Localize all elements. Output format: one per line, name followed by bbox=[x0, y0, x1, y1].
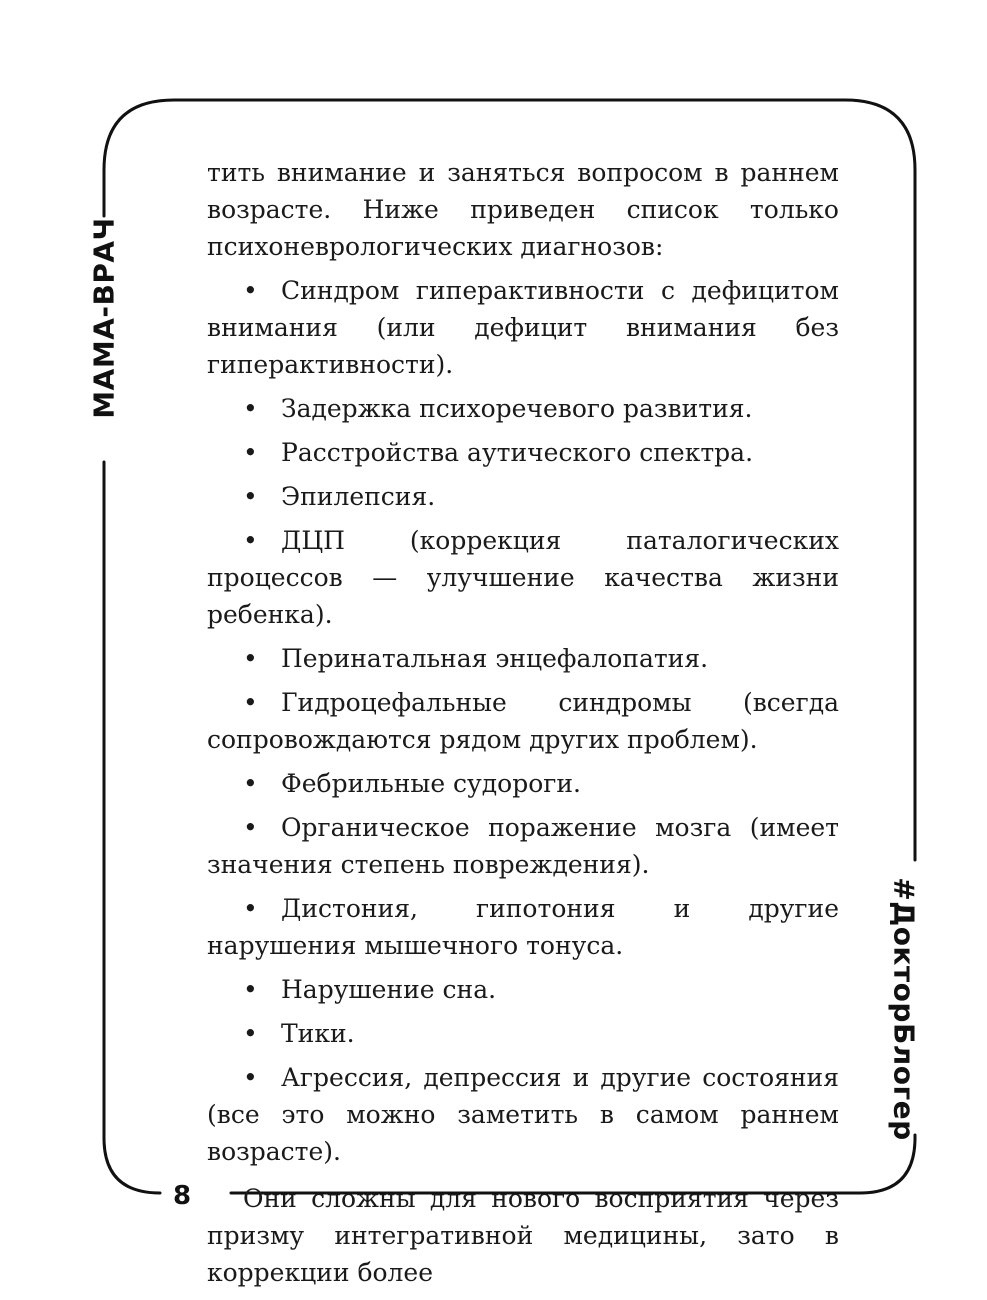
page-number: 8 bbox=[173, 1181, 192, 1211]
bullet-icon: • bbox=[243, 276, 258, 305]
list-item: • Тики. bbox=[207, 1015, 839, 1052]
list-item: • Фебрильные судороги. bbox=[207, 765, 839, 802]
bullet-icon: • bbox=[243, 1063, 258, 1092]
page-body bbox=[207, 154, 839, 1291]
bullet-icon: • bbox=[243, 813, 258, 842]
list-item: • Агрессия, депрессия и другие состояния (все это можно заметить в самом раннем возрасте). bbox=[207, 1059, 839, 1170]
list-item: • Расстройства аутического спектра. bbox=[207, 434, 839, 471]
author-hashtag-label: #ДокторБлогер bbox=[887, 877, 921, 1141]
bullet-icon: • bbox=[243, 526, 258, 555]
bullet-icon: • bbox=[243, 438, 258, 467]
list-item: • Перинатальная энцефалопатия. bbox=[207, 640, 839, 677]
bullet-icon: • bbox=[243, 482, 258, 511]
list-item: • Синдром гиперактивности с дефицитом внимания (или дефицит внимания без гиперактивности). bbox=[207, 272, 839, 383]
bullet-icon: • bbox=[243, 688, 258, 717]
list-item: • Дистония, гипотония и другие нарушения мышечного тонуса. bbox=[207, 890, 839, 964]
frame-left-border bbox=[104, 462, 160, 1193]
bullet-icon: • bbox=[243, 769, 258, 798]
book-title-label: МАМА-ВРАЧ bbox=[87, 217, 121, 419]
bullet-icon: • bbox=[243, 1019, 258, 1048]
list-item: • Задержка психоречевого развития. bbox=[207, 390, 839, 427]
intro-paragraph: тить внимание и заняться вопросом в раннем возрасте. Ниже приведен список только психоневрологических диагнозов: bbox=[207, 158, 839, 261]
list-item: • Органическое поражение мозга (имеет значения степень повреждения). bbox=[207, 809, 839, 883]
closing-paragraph: Они сложны для нового восприятия через призму интегративной медицины, зато в коррекции более bbox=[207, 1184, 839, 1287]
list-item: • ДЦП (коррекция паталогических процессов — улучшение качества жизни ребенка). bbox=[207, 522, 839, 633]
bullet-icon: • bbox=[243, 644, 258, 673]
diagnosis-list bbox=[207, 272, 839, 1170]
list-item: • Нарушение сна. bbox=[207, 971, 839, 1008]
bullet-icon: • bbox=[243, 894, 258, 923]
list-item: • Эпилепсия. bbox=[207, 478, 839, 515]
list-item: • Гидроцефальные синдромы (всегда сопровождаются рядом других проблем). bbox=[207, 684, 839, 758]
bullet-icon: • bbox=[243, 394, 258, 423]
bullet-icon: • bbox=[243, 975, 258, 1004]
